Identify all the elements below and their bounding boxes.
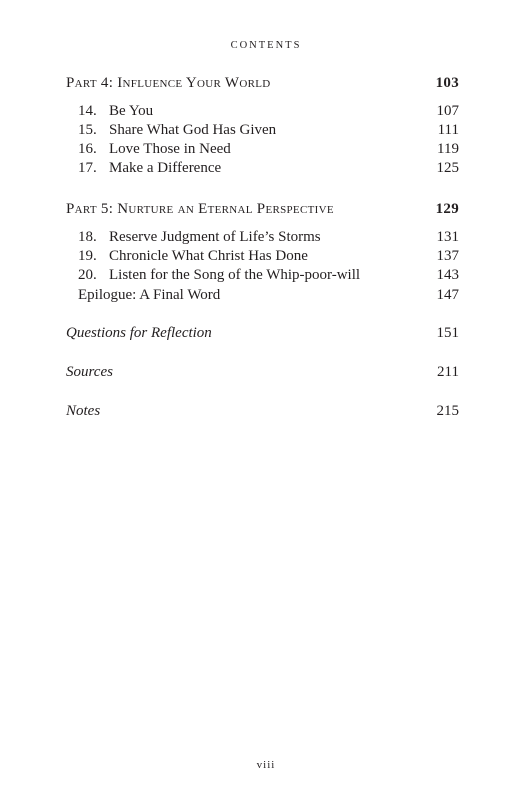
chapter-number: 17. [78, 160, 97, 176]
page-number: 151 [436, 325, 459, 341]
page-number: 143 [436, 267, 459, 283]
part-title: Part 4: Influence Your World [66, 75, 271, 91]
page-number: 215 [436, 403, 459, 419]
page-number: 111 [437, 122, 459, 138]
chapter-entry [66, 246, 459, 266]
chapter-number: 19. [78, 248, 97, 264]
chapter-entry [66, 227, 459, 247]
chapter-entry [66, 158, 459, 178]
page-number: 107 [436, 103, 459, 119]
chapter-number: 20. [78, 267, 97, 283]
chapter-number: 14. [78, 103, 97, 119]
page-number: 119 [437, 141, 459, 157]
part-title: Part 5: Nurture an Eternal Perspective [66, 201, 334, 217]
running-head: CONTENTS [230, 40, 302, 51]
page-number: 147 [436, 287, 459, 303]
page-number: 103 [435, 75, 459, 91]
chapter-entry [66, 265, 459, 285]
back-matter-title: Sources [66, 364, 113, 380]
chapter-title: Make a Difference [109, 160, 222, 176]
chapter-title: Chronicle What Christ Has Done [109, 248, 308, 264]
chapter-title: Share What God Has Given [109, 122, 277, 138]
part-heading [66, 73, 459, 93]
back-matter-title: Notes [66, 403, 101, 419]
part-heading [66, 199, 459, 219]
back-matter-entry [66, 401, 459, 421]
chapter-title: Love Those in Need [109, 141, 231, 157]
page-number: 129 [435, 201, 459, 217]
back-matter-entry [66, 323, 459, 343]
page-number: 131 [436, 229, 459, 245]
chapter-number: 18. [78, 229, 97, 245]
epilogue-title: Epilogue: A Final Word [78, 287, 221, 303]
chapter-title: Reserve Judgment of Life’s Storms [109, 229, 321, 245]
page-number: 137 [436, 248, 459, 264]
chapter-entry [66, 101, 459, 121]
back-matter-entry [66, 362, 459, 382]
chapter-number: 16. [78, 141, 97, 157]
epilogue-entry [66, 285, 459, 305]
page-number: 125 [436, 160, 459, 176]
chapter-entry [66, 120, 459, 140]
back-matter-title: Questions for Reflection [66, 325, 212, 341]
page-folio: viii [256, 759, 276, 771]
chapter-entry [66, 139, 459, 159]
chapter-number: 15. [78, 122, 97, 138]
chapter-title: Be You [109, 103, 154, 119]
chapter-title: Listen for the Song of the Whip-poor-will [109, 267, 361, 283]
page-number: 211 [437, 364, 459, 380]
